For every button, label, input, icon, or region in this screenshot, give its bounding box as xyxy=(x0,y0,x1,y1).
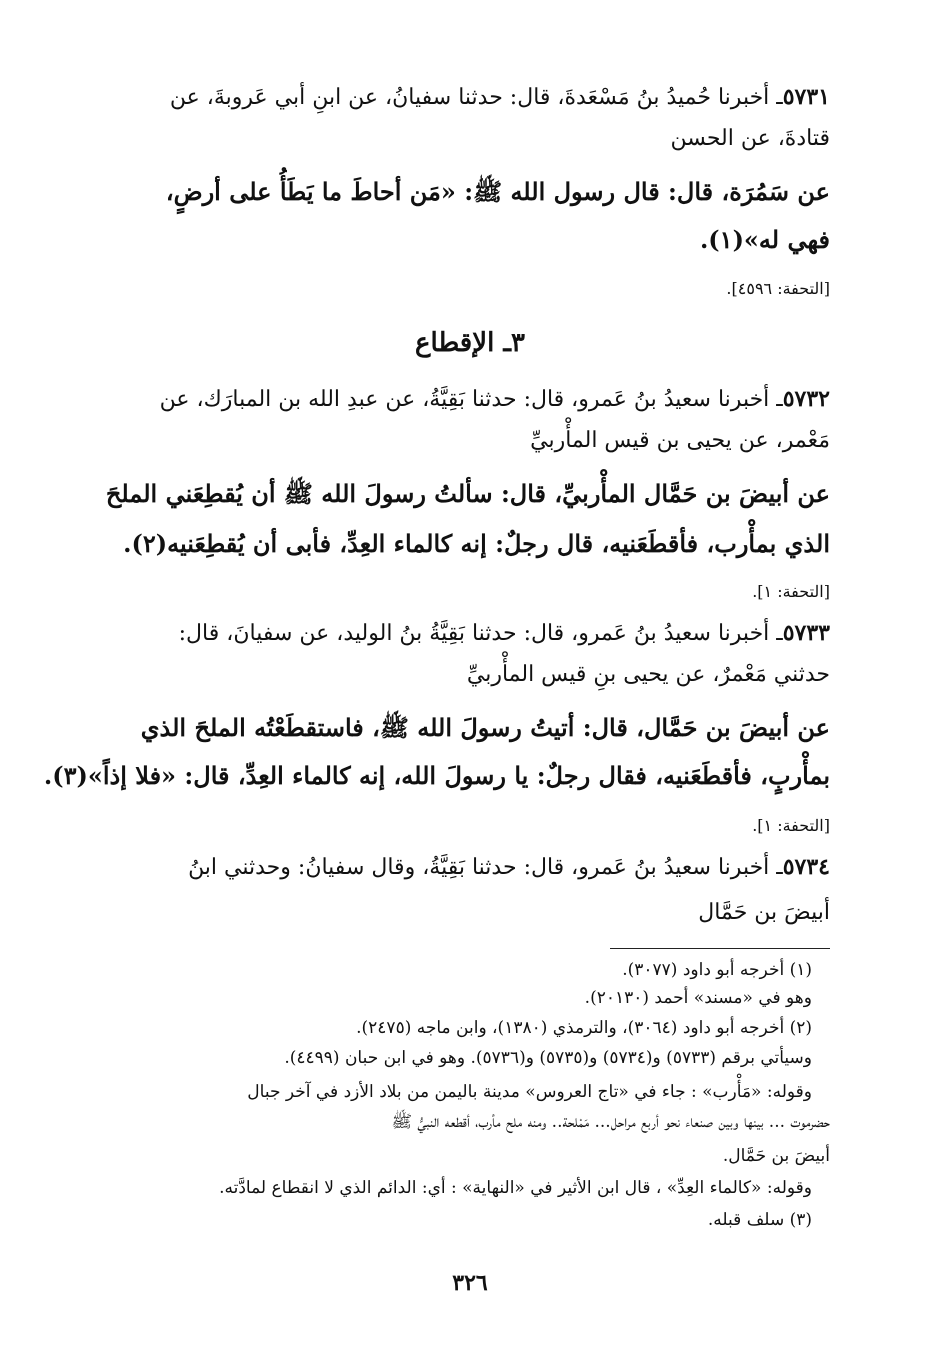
hadith-5734-isnad-line1 xyxy=(125,856,830,879)
isnad-text: ـ أخبرنا سعيدُ بنُ عَمرو، قال: حدثنا بَقِيَّةُ بنُ الوليد، عن سفيانَ، قال: xyxy=(178,621,783,646)
hadith-5731-matn-line2: فهي له»(١). xyxy=(699,225,830,254)
hadith-number: ٥٧٣٢ xyxy=(782,386,830,412)
hadith-5733-tuhfa: [التحفة: ١]. xyxy=(752,816,830,835)
hadith-5731-isnad-line2: قتادةَ، عن الحسن xyxy=(670,126,830,151)
hadith-5734-isnad-line2: أبيضَ بن حَمَّال xyxy=(698,900,830,925)
hadith-5731-matn-line1: عن سَمُرَة، قال: قال رسول الله ﷺ: «مَن أحاطَ ما يَطَأُ على أرضٍ، xyxy=(165,177,830,206)
hadith-5732-tuhfa: [التحفة: ١]. xyxy=(752,582,830,601)
chapter-title: ٣ـ الإقطاع xyxy=(415,328,525,358)
hadith-5731-tuhfa: [التحفة: ٤٥٩٦]. xyxy=(726,279,830,298)
footnote-line: أبيضَ بن حَمَّال. xyxy=(722,1146,830,1166)
footnote-line: (٢) أخرجه أبو داود (٣٠٦٤)، والترمذي (١٣٨٠)، وابن ماجه (٢٤٧٥). xyxy=(356,1018,812,1038)
hadith-5732-isnad-line1 xyxy=(125,388,830,411)
footnote-line: وقوله: «مَأْرب» : جاء في «تاج العروس» مدينة باليمن من بلاد الأزد في آخر جبال xyxy=(247,1082,812,1102)
footnote-line: وقوله: «كالماء العِدِّ» ، قال ابن الأثير في «النهاية» : أي: الدائم الذي لا انقطاع لمادَّته. xyxy=(219,1178,812,1198)
hadith-number: ٥٧٣٣ xyxy=(782,620,830,646)
footnote-separator xyxy=(610,948,830,949)
hadith-5733-isnad-line1 xyxy=(125,622,830,645)
hadith-5733-matn-line1: عن أبيضَ بن حَمَّال، قال: أتيتُ رسولَ الله ﷺ، فاستقطَعْتُه الملحَ الذي xyxy=(140,713,830,742)
footnote-line: وهو في «مسند» أحمد (٢٠١٣٠). xyxy=(584,988,812,1008)
isnad-text: ـ أخبرنا سعيدُ بنُ عَمرو، قال: حدثنا بَقِيَّةُ، عن عبدِ الله بن المبارَك، عن xyxy=(159,387,783,412)
hadith-5733-matn-line2: بمأْربٍ، فأقطَعَنيه، فقال رجلٌ: يا رسولَ الله، إنه كالماء العِدِّ، قال: «فلا إذاً»(٣). xyxy=(43,761,830,790)
footnote-line: حضرموت ... بينها وبين صنعاء نحو أربع مراحل... مَمْلحة.. ومنه ملح مأرب، أقطعه النبيُّ ﷺ xyxy=(391,1112,830,1132)
hadith-5733-isnad-line2: حدثني مَعْمرٌ، عن يحيى بنِ قيس المأْربيِّ xyxy=(466,662,830,687)
hadith-5732-matn-line2: الذي بمأْرب، فأقطَعَنيه، قال رجلٌ: إنه كالماء العِدِّ، فأبى أن يُقطِعَنيه(٢). xyxy=(123,529,830,558)
hadith-5731-isnad-line1 xyxy=(125,86,830,109)
isnad-text: ـ أخبرنا حُميدُ بنُ مَسْعَدةَ، قال: حدثنا سفيانُ، عن ابنِ أبي عَروبةَ، عن xyxy=(169,85,783,110)
page-number: ٣٢٦ xyxy=(452,1270,488,1296)
hadith-5732-isnad-line2: مَعْمر، عن يحيى بن قيس المأْربيِّ xyxy=(530,428,830,453)
hadith-number: ٥٧٣١ xyxy=(782,84,830,110)
footnote-line: وسيأتي برقم (٥٧٣٣) و(٥٧٣٤) و(٥٧٣٥) و(٥٧٣٦). وهو في ابن حبان (٤٤٩٩). xyxy=(284,1048,812,1068)
hadith-number: ٥٧٣٤ xyxy=(782,854,830,880)
hadith-5732-matn-line1: عن أبيضَ بن حَمَّال المأْربيِّ، قال: سألتُ رسولَ الله ﷺ أن يُقطِعَني الملحَ xyxy=(105,479,830,508)
footnote-line: (٣) سلف قبله. xyxy=(707,1210,812,1230)
isnad-text: ـ أخبرنا سعيدُ بنُ عَمرو، قال: حدثنا بَقِيَّةُ، وقال سفيانُ: وحدثني ابنُ xyxy=(188,855,783,880)
footnote-line: (١) أخرجه أبو داود (٣٠٧٧). xyxy=(622,960,812,980)
